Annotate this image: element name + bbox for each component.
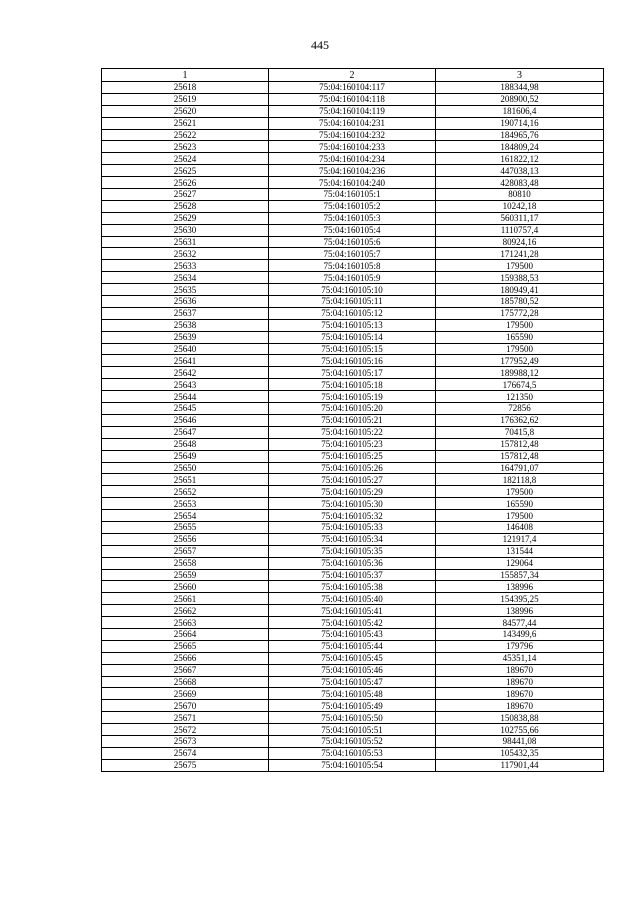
value-cell: 159388,53: [436, 272, 604, 284]
cadastral-number-cell: 75:04:160105:36: [269, 557, 436, 569]
table-header-row: [102, 69, 604, 82]
value-cell: 171241,28: [436, 248, 604, 260]
value-cell: 80924,16: [436, 236, 604, 248]
value-cell: 208900,52: [436, 93, 604, 105]
value-cell: 164791,07: [436, 462, 604, 474]
value-cell: 428083,48: [436, 177, 604, 189]
cadastral-number-cell: 75:04:160105:18: [269, 379, 436, 391]
cadastral-number-cell: 75:04:160105:13: [269, 319, 436, 331]
row-number-cell: 25628: [102, 200, 269, 212]
table-row: [102, 676, 604, 688]
cadastral-number-cell: 75:04:160105:38: [269, 581, 436, 593]
value-cell: 189988,12: [436, 367, 604, 379]
table-row: [102, 331, 604, 343]
table-row: [102, 343, 604, 355]
table-row: [102, 414, 604, 426]
cadastral-number-cell: 75:04:160105:8: [269, 260, 436, 272]
value-cell: 129064: [436, 557, 604, 569]
row-number-cell: 25662: [102, 605, 269, 617]
cadastral-number-cell: 75:04:160105:45: [269, 652, 436, 664]
cadastral-number-cell: 75:04:160105:41: [269, 605, 436, 617]
value-cell: 190714,16: [436, 117, 604, 129]
value-cell: 154395,25: [436, 593, 604, 605]
table-row: [102, 700, 604, 712]
cadastral-number-cell: 75:04:160104:236: [269, 165, 436, 177]
row-number-cell: 25630: [102, 224, 269, 236]
value-cell: 98441,08: [436, 735, 604, 747]
value-cell: 189670: [436, 664, 604, 676]
table-row: [102, 129, 604, 141]
row-number-cell: 25621: [102, 117, 269, 129]
cadastral-number-cell: 75:04:160105:42: [269, 617, 436, 629]
table-row: [102, 486, 604, 498]
table-row: [102, 212, 604, 224]
value-cell: 188344,98: [436, 82, 604, 94]
table-row: [102, 533, 604, 545]
value-cell: 138996: [436, 605, 604, 617]
cadastral-number-cell: 75:04:160105:14: [269, 331, 436, 343]
row-number-cell: 25675: [102, 759, 269, 771]
cadastral-number-cell: 75:04:160105:10: [269, 284, 436, 296]
row-number-cell: 25639: [102, 331, 269, 343]
table-row: [102, 367, 604, 379]
cadastral-number-cell: 75:04:160105:6: [269, 236, 436, 248]
table-row: [102, 521, 604, 533]
row-number-cell: 25649: [102, 450, 269, 462]
table-row: [102, 260, 604, 272]
value-cell: 105432,35: [436, 747, 604, 759]
table-row: [102, 200, 604, 212]
row-number-cell: 25673: [102, 735, 269, 747]
cadastral-number-cell: 75:04:160105:50: [269, 712, 436, 724]
cadastral-number-cell: 75:04:160105:32: [269, 510, 436, 522]
table-row: [102, 105, 604, 117]
value-cell: 560311,17: [436, 212, 604, 224]
table-row: [102, 724, 604, 736]
row-number-cell: 25638: [102, 319, 269, 331]
table-row: [102, 438, 604, 450]
table-row: [102, 153, 604, 165]
row-number-cell: 25666: [102, 652, 269, 664]
row-number-cell: 25618: [102, 82, 269, 94]
cadastral-number-cell: 75:04:160105:29: [269, 486, 436, 498]
cadastral-number-cell: 75:04:160105:26: [269, 462, 436, 474]
table-row: [102, 462, 604, 474]
row-number-cell: 25636: [102, 296, 269, 308]
table-row: [102, 747, 604, 759]
value-cell: 189670: [436, 700, 604, 712]
table-row: [102, 735, 604, 747]
row-number-cell: 25634: [102, 272, 269, 284]
table-row: [102, 450, 604, 462]
table-row: [102, 557, 604, 569]
value-cell: 117901,44: [436, 759, 604, 771]
value-cell: 45351,14: [436, 652, 604, 664]
row-number-cell: 25646: [102, 414, 269, 426]
row-number-cell: 25657: [102, 545, 269, 557]
row-number-cell: 25619: [102, 93, 269, 105]
table-row: [102, 640, 604, 652]
row-number-cell: 25644: [102, 391, 269, 403]
row-number-cell: 25674: [102, 747, 269, 759]
table-row: [102, 498, 604, 510]
value-cell: 121917,4: [436, 533, 604, 545]
row-number-cell: 25650: [102, 462, 269, 474]
page-number: 445: [311, 38, 329, 52]
cadastral-number-cell: 75:04:160104:240: [269, 177, 436, 189]
value-cell: 157812,48: [436, 438, 604, 450]
value-cell: 165590: [436, 498, 604, 510]
table-row: [102, 545, 604, 557]
value-cell: 155857,34: [436, 569, 604, 581]
row-number-cell: 25671: [102, 712, 269, 724]
row-number-cell: 25637: [102, 307, 269, 319]
value-cell: 179796: [436, 640, 604, 652]
cadastral-number-cell: 75:04:160105:25: [269, 450, 436, 462]
cadastral-number-cell: 75:04:160105:47: [269, 676, 436, 688]
cadastral-number-cell: 75:04:160105:2: [269, 200, 436, 212]
row-number-cell: 25633: [102, 260, 269, 272]
cadastral-number-cell: 75:04:160105:7: [269, 248, 436, 260]
table-row: [102, 510, 604, 522]
value-cell: 189670: [436, 688, 604, 700]
table-row: [102, 224, 604, 236]
row-number-cell: 25647: [102, 426, 269, 438]
cadastral-number-cell: 75:04:160105:44: [269, 640, 436, 652]
cadastral-number-cell: 75:04:160104:234: [269, 153, 436, 165]
row-number-cell: 25641: [102, 355, 269, 367]
cadastral-number-cell: 75:04:160105:4: [269, 224, 436, 236]
cadastral-number-cell: 75:04:160105:15: [269, 343, 436, 355]
column-header-3: 3: [436, 69, 604, 82]
value-cell: 176674,5: [436, 379, 604, 391]
table-row: [102, 628, 604, 640]
value-cell: 1110757,4: [436, 224, 604, 236]
row-number-cell: 25623: [102, 141, 269, 153]
table-row: [102, 307, 604, 319]
cadastral-number-cell: 75:04:160105:46: [269, 664, 436, 676]
row-number-cell: 25672: [102, 724, 269, 736]
value-cell: 84577,44: [436, 617, 604, 629]
row-number-cell: 25669: [102, 688, 269, 700]
row-number-cell: 25661: [102, 593, 269, 605]
row-number-cell: 25652: [102, 486, 269, 498]
data-table: [101, 68, 604, 772]
cadastral-number-cell: 75:04:160104:231: [269, 117, 436, 129]
row-number-cell: 25645: [102, 403, 269, 415]
value-cell: 131544: [436, 545, 604, 557]
cadastral-number-cell: 75:04:160104:118: [269, 93, 436, 105]
table-row: [102, 189, 604, 201]
cadastral-number-cell: 75:04:160105:27: [269, 474, 436, 486]
cadastral-number-cell: 75:04:160104:117: [269, 82, 436, 94]
value-cell: 146408: [436, 521, 604, 533]
cadastral-number-cell: 75:04:160105:23: [269, 438, 436, 450]
value-cell: 121350: [436, 391, 604, 403]
row-number-cell: 25667: [102, 664, 269, 676]
table-row: [102, 177, 604, 189]
row-number-cell: 25629: [102, 212, 269, 224]
row-number-cell: 25622: [102, 129, 269, 141]
table-row: [102, 569, 604, 581]
value-cell: 102755,66: [436, 724, 604, 736]
table-row: [102, 664, 604, 676]
row-number-cell: 25624: [102, 153, 269, 165]
value-cell: 184965,76: [436, 129, 604, 141]
cadastral-number-cell: 75:04:160105:12: [269, 307, 436, 319]
table-row: [102, 248, 604, 260]
table-row: [102, 403, 604, 415]
cadastral-number-cell: 75:04:160105:21: [269, 414, 436, 426]
table-row: [102, 165, 604, 177]
row-number-cell: 25663: [102, 617, 269, 629]
cadastral-number-cell: 75:04:160105:48: [269, 688, 436, 700]
value-cell: 182118,8: [436, 474, 604, 486]
table-row: [102, 93, 604, 105]
table-row: [102, 426, 604, 438]
value-cell: 179500: [436, 319, 604, 331]
row-number-cell: 25626: [102, 177, 269, 189]
cadastral-number-cell: 75:04:160105:20: [269, 403, 436, 415]
value-cell: 189670: [436, 676, 604, 688]
row-number-cell: 25635: [102, 284, 269, 296]
cadastral-number-cell: 75:04:160105:33: [269, 521, 436, 533]
table-row: [102, 688, 604, 700]
value-cell: 150838,88: [436, 712, 604, 724]
table-row: [102, 391, 604, 403]
row-number-cell: 25664: [102, 628, 269, 640]
value-cell: 143499,6: [436, 628, 604, 640]
cadastral-number-cell: 75:04:160105:17: [269, 367, 436, 379]
row-number-cell: 25656: [102, 533, 269, 545]
table-row: [102, 82, 604, 94]
table-row: [102, 236, 604, 248]
cadastral-number-cell: 75:04:160105:51: [269, 724, 436, 736]
row-number-cell: 25631: [102, 236, 269, 248]
row-number-cell: 25640: [102, 343, 269, 355]
row-number-cell: 25651: [102, 474, 269, 486]
cadastral-number-cell: 75:04:160104:232: [269, 129, 436, 141]
cadastral-number-cell: 75:04:160104:119: [269, 105, 436, 117]
row-number-cell: 25655: [102, 521, 269, 533]
value-cell: 177952,49: [436, 355, 604, 367]
value-cell: 179500: [436, 510, 604, 522]
table-row: [102, 379, 604, 391]
cadastral-number-cell: 75:04:160105:53: [269, 747, 436, 759]
column-header-1: 1: [102, 69, 269, 82]
row-number-cell: 25653: [102, 498, 269, 510]
table-row: [102, 617, 604, 629]
value-cell: 176362,62: [436, 414, 604, 426]
value-cell: 179500: [436, 260, 604, 272]
cadastral-number-cell: 75:04:160105:49: [269, 700, 436, 712]
value-cell: 165590: [436, 331, 604, 343]
value-cell: 157812,48: [436, 450, 604, 462]
row-number-cell: 25654: [102, 510, 269, 522]
row-number-cell: 25659: [102, 569, 269, 581]
row-number-cell: 25665: [102, 640, 269, 652]
column-header-2: 2: [269, 69, 436, 82]
value-cell: 181606,4: [436, 105, 604, 117]
cadastral-number-cell: 75:04:160105:3: [269, 212, 436, 224]
value-cell: 447038,13: [436, 165, 604, 177]
value-cell: 185780,52: [436, 296, 604, 308]
value-cell: 72856: [436, 403, 604, 415]
value-cell: 80810: [436, 189, 604, 201]
cadastral-number-cell: 75:04:160105:16: [269, 355, 436, 367]
row-number-cell: 25620: [102, 105, 269, 117]
table-row: [102, 141, 604, 153]
row-number-cell: 25670: [102, 700, 269, 712]
cadastral-number-cell: 75:04:160105:37: [269, 569, 436, 581]
row-number-cell: 25658: [102, 557, 269, 569]
cadastral-number-cell: 75:04:160105:34: [269, 533, 436, 545]
cadastral-number-cell: 75:04:160105:52: [269, 735, 436, 747]
cadastral-number-cell: 75:04:160105:40: [269, 593, 436, 605]
row-number-cell: 25668: [102, 676, 269, 688]
cadastral-number-cell: 75:04:160105:43: [269, 628, 436, 640]
cadastral-number-cell: 75:04:160105:30: [269, 498, 436, 510]
value-cell: 161822,12: [436, 153, 604, 165]
table-row: [102, 319, 604, 331]
table-body: [102, 82, 604, 772]
table-row: [102, 759, 604, 771]
value-cell: 70415,8: [436, 426, 604, 438]
value-cell: 179500: [436, 486, 604, 498]
cadastral-number-cell: 75:04:160105:35: [269, 545, 436, 557]
row-number-cell: 25632: [102, 248, 269, 260]
cadastral-number-cell: 75:04:160105:19: [269, 391, 436, 403]
cadastral-number-cell: 75:04:160105:1: [269, 189, 436, 201]
row-number-cell: 25660: [102, 581, 269, 593]
row-number-cell: 25642: [102, 367, 269, 379]
row-number-cell: 25648: [102, 438, 269, 450]
cadastral-number-cell: 75:04:160105:9: [269, 272, 436, 284]
table-row: [102, 652, 604, 664]
table-row: [102, 355, 604, 367]
table-row: [102, 117, 604, 129]
cadastral-number-cell: 75:04:160105:22: [269, 426, 436, 438]
value-cell: 179500: [436, 343, 604, 355]
table-row: [102, 593, 604, 605]
row-number-cell: 25625: [102, 165, 269, 177]
table-row: [102, 296, 604, 308]
cadastral-number-cell: 75:04:160104:233: [269, 141, 436, 153]
table-row: [102, 474, 604, 486]
value-cell: 138996: [436, 581, 604, 593]
table-row: [102, 581, 604, 593]
value-cell: 10242,18: [436, 200, 604, 212]
table-row: [102, 712, 604, 724]
table-row: [102, 605, 604, 617]
cadastral-number-cell: 75:04:160105:11: [269, 296, 436, 308]
value-cell: 184809,24: [436, 141, 604, 153]
table-row: [102, 272, 604, 284]
value-cell: 175772,28: [436, 307, 604, 319]
cadastral-number-cell: 75:04:160105:54: [269, 759, 436, 771]
table-row: [102, 284, 604, 296]
row-number-cell: 25627: [102, 189, 269, 201]
value-cell: 180949,41: [436, 284, 604, 296]
row-number-cell: 25643: [102, 379, 269, 391]
